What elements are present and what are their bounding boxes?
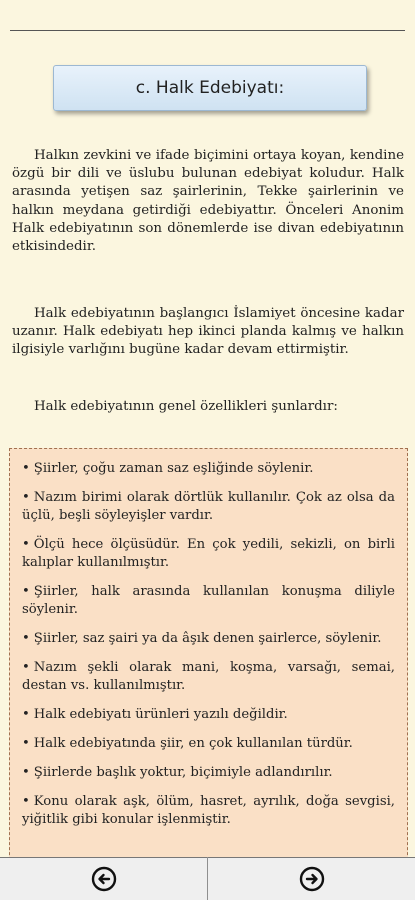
history-paragraph: Halk edebiyatının başlangıcı İslamiyet öncesine kadar uzanır. Halk edebiyatı hep ikinci planda kalmış ve halkın ilgisiyle varlığını bugüne kadar devam ettirmiştir. <box>12 306 404 358</box>
bullet: • <box>22 461 30 476</box>
features-list <box>10 449 407 829</box>
section-heading <box>53 65 367 111</box>
features-list-box <box>9 448 408 890</box>
bullet: • <box>22 707 30 722</box>
bottom-nav-bar <box>0 857 415 900</box>
list-item: • Şiirlerde başlık yoktur, biçimiyle adlandırılır. <box>22 765 333 780</box>
list-item: • Şiirler, saz şairi ya da âşık denen şairlerce, söylenir. <box>22 631 382 646</box>
bullet: • <box>22 736 30 751</box>
next-page-button[interactable] <box>208 857 415 900</box>
list-item: • Şiirler, halk arasında kullanılan konuşma diliyle söylenir. <box>22 584 395 617</box>
bullet: • <box>22 537 30 552</box>
bullet: • <box>22 490 30 505</box>
list-item: • Nazım birimi olarak dörtlük kullanılır. Çok az olsa da üçlü, beşli söyleyişler vardır. <box>22 490 395 523</box>
list-item: • Nazım şekli olarak mani, koşma, varsağı, semai, destan vs. kullanılmıştır. <box>22 660 395 693</box>
top-divider <box>10 30 405 31</box>
arrow-right-circle-icon <box>299 866 325 892</box>
arrow-left-circle-icon <box>91 866 117 892</box>
list-item: • Halk edebiyatında şiir, en çok kullanılan türdür. <box>22 736 353 751</box>
list-item: • Şiirler, çoğu zaman saz eşliğinde söylenir. <box>22 461 314 476</box>
bullet: • <box>22 765 30 780</box>
section-heading-text: c. Halk Edebiyatı: <box>135 78 285 98</box>
bullet: • <box>22 584 30 599</box>
bullet: • <box>22 631 30 646</box>
intro-paragraph: Halkın zevkini ve ifade biçimini ortaya koyan, kendine özgü bir dili ve üslubu bulunan edebiyat koludur. Halk arasında yetişen saz şairlerinin, Tekke şairlerinin ve halkın meydana getirdiği edebiyattır. Önceleri Anonim Halk edebiyatının son dönemlerde ise divan edebiyatının etkisindedir. <box>12 148 404 255</box>
list-item: • Ölçü hece ölçüsüdür. En çok yedili, sekizli, on birli kalıplar kullanılmıştır. <box>22 537 395 570</box>
list-item: • Halk edebiyatı ürünleri yazılı değildir. <box>22 707 288 722</box>
bullet: • <box>22 660 30 675</box>
list-item: • Konu olarak aşk, ölüm, hasret, ayrılık, doğa sevgisi, yiğitlik gibi konular işlenmiştir. <box>22 794 395 827</box>
features-intro-paragraph: Halk edebiyatının genel özellikleri şunlardır: <box>34 399 338 414</box>
bullet: • <box>22 794 30 809</box>
previous-page-button[interactable] <box>0 857 207 900</box>
